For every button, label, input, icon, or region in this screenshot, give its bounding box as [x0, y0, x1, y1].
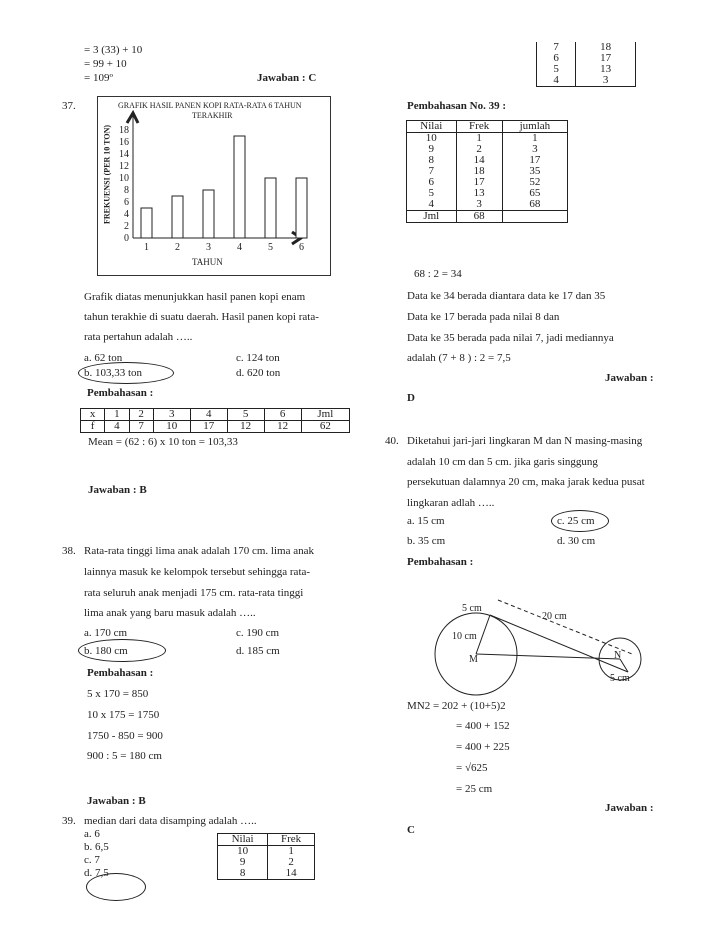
table-cell: 3 — [153, 409, 190, 421]
table-row — [218, 834, 315, 846]
table-cell: 62 — [301, 421, 349, 433]
table-cell: Jml — [301, 409, 349, 421]
q40-number: 40. — [385, 435, 399, 447]
q40-option-b[interactable]: b. 35 cm — [407, 535, 446, 547]
table-cell: 68 — [529, 198, 541, 210]
q37-option-c[interactable]: c. 124 ton — [236, 352, 280, 364]
table-header: Frek — [456, 121, 502, 133]
x-tick-label: 5 — [268, 242, 273, 253]
x-tick-label: 3 — [206, 242, 211, 253]
q37-option-d[interactable]: d. 620 ton — [236, 367, 281, 379]
q40-option-a[interactable]: a. 15 cm — [407, 515, 445, 527]
y-tick-label: 16 — [119, 137, 129, 148]
table-cell: 1 — [288, 845, 294, 857]
p39-line-5: adalah (7 + 8 ) : 2 = 7,5 — [407, 352, 511, 364]
p39-line-3: Data ke 17 berada pada nilai 8 dan — [407, 311, 560, 323]
table-cell: 12 — [264, 421, 301, 433]
table-cell — [502, 211, 567, 223]
prev-answer: Jawaban : C — [257, 72, 317, 84]
q37-mean: Mean = (62 : 6) x 10 ton = 103,33 — [88, 436, 238, 448]
table-cell: 10 — [407, 133, 457, 145]
q37-option-b[interactable]: b. 103,33 ton — [84, 367, 143, 379]
q37-number: 37. — [62, 100, 76, 112]
table-cell: 17 — [600, 52, 612, 64]
table-cell: 6 — [264, 409, 301, 421]
diagram-label-20cm: 20 cm — [542, 611, 567, 622]
table-cell: f — [81, 421, 105, 433]
center-line — [476, 654, 620, 659]
q38-number: 38. — [62, 545, 76, 557]
q39-option-c[interactable]: c. 7 — [84, 854, 100, 866]
table-header: Nilai — [218, 834, 268, 846]
table-cell: 3 — [456, 199, 502, 211]
table-cell: Jml — [407, 211, 457, 223]
table-cell: 4 — [537, 75, 576, 87]
q37-option-a[interactable]: a. 62 ton — [84, 352, 123, 364]
q37-frequency-table — [80, 408, 350, 433]
tangent-line — [490, 615, 628, 672]
table-cell: 14 — [456, 155, 502, 166]
p39-line-2: Data ke 34 berada diantara data ke 17 dan 35 — [407, 290, 606, 302]
table-cell: 17 — [529, 154, 541, 166]
table-cell: 2 — [288, 856, 294, 868]
p39-line-4: Data ke 35 berada pada nilai 7, jadi mediannya — [407, 332, 614, 344]
q40-text-4: lingkaran adlah ….. — [407, 497, 495, 509]
q38-option-b[interactable]: b. 180 cm — [84, 645, 128, 657]
p39-line-1: 68 : 2 = 34 — [414, 268, 462, 280]
table-row — [218, 846, 315, 858]
q37-text-3: rata pertahun adalah ….. — [84, 331, 193, 343]
diagram-label-5cm: 5 cm — [462, 603, 482, 614]
q40-text-3: persekutuan dalamnya 20 cm, maka jarak kedua pusat — [407, 476, 645, 488]
table-row — [407, 211, 568, 223]
table-cell: 17 — [190, 421, 227, 433]
table-cell: 5 — [227, 409, 264, 421]
q40-answer-value: C — [407, 824, 415, 836]
table-cell: 52 — [529, 176, 541, 188]
table-cell: 1 — [456, 133, 502, 145]
bar-year-1 — [141, 208, 152, 238]
bar-year-2 — [172, 196, 183, 238]
table-cell: 1 — [532, 132, 538, 144]
x-tick-label: 4 — [237, 242, 242, 253]
table-cell: 7 — [407, 166, 457, 177]
bar-chart — [98, 97, 328, 273]
q40-step-1: MN2 = 202 + (10+5)2 — [407, 700, 506, 712]
table-cell: 13 — [456, 188, 502, 199]
radius-m-line — [476, 615, 490, 654]
chart-xlabel: TAHUN — [192, 257, 223, 267]
table-cell: 6 — [407, 177, 457, 188]
table-row — [81, 409, 350, 421]
table-cell: 2 — [129, 409, 153, 421]
table-cell: 4 — [105, 421, 129, 433]
table-cell: 1 — [105, 409, 129, 421]
diagram-label-m: M — [469, 654, 478, 665]
chart-title-line1: GRAFIK HASIL PANEN KOPI RATA-RATA 6 TAHUN — [118, 101, 302, 110]
q38-pembahasan: Pembahasan : — [87, 667, 154, 679]
prev-step-1: = 3 (33) + 10 — [84, 44, 143, 56]
table-header: Frek — [281, 833, 302, 845]
prev-step-3: = 109º — [84, 72, 113, 84]
q37-text-2: tahun terakhie di suatu daerah. Hasil panen kopi rata- — [84, 311, 319, 323]
q37-answer: Jawaban : B — [88, 484, 147, 496]
table-cell: 18 — [600, 41, 612, 53]
chart-title-line2: TERAKHIR — [192, 111, 233, 120]
table-cell: 8 — [218, 868, 268, 880]
table-cell: x — [81, 409, 105, 421]
q38-text-3: rata seluruh anak menjadi 175 cm. rata-rata tinggi — [84, 587, 304, 599]
table-cell: 8 — [407, 155, 457, 166]
table-cell: 18 — [456, 166, 502, 177]
table-cell: 2 — [456, 144, 502, 155]
q37-text-1: Grafik diatas menunjukkan hasil panen kopi enam — [84, 291, 306, 303]
x-tick-label: 2 — [175, 242, 180, 253]
table-header: jumlah — [519, 120, 551, 132]
q40-option-d[interactable]: d. 30 cm — [557, 535, 596, 547]
q40-step-2: = 400 + 152 — [456, 720, 510, 732]
q39-option-d[interactable]: d. 7,5 — [84, 867, 109, 879]
table-row — [407, 121, 568, 133]
y-tick-label: 4 — [124, 209, 129, 220]
q39-data-table — [217, 833, 315, 880]
table-cell: 5 — [537, 64, 576, 75]
q38-answer: Jawaban : B — [87, 795, 146, 807]
table-row — [218, 868, 315, 880]
q38-option-c[interactable]: c. 190 cm — [236, 627, 280, 639]
table-cell: 68 — [456, 211, 502, 223]
p39-cumulative-table — [406, 120, 568, 223]
table-row — [537, 42, 636, 53]
q40-step-5: = 25 cm — [456, 783, 493, 795]
table-cell: 65 — [529, 187, 541, 199]
q39-question: median dari data disamping adalah ….. — [84, 815, 257, 827]
q40-text-1: Diketahui jari-jari lingkaran M dan N masing-masing — [407, 435, 643, 447]
p39-answer-value: D — [407, 392, 415, 404]
table-cell: 35 — [529, 165, 541, 177]
table-cell: 10 — [218, 846, 268, 858]
table-cell: 4 — [190, 409, 227, 421]
table-cell: 10 — [153, 421, 190, 433]
answer-circle — [86, 873, 146, 901]
bar-year-6 — [296, 178, 307, 238]
bar-year-4 — [234, 136, 245, 238]
table-cell: 7 — [537, 42, 576, 53]
q38-step-1: 5 x 170 = 850 — [87, 688, 149, 700]
x-tick-label: 6 — [299, 242, 304, 253]
table-row — [537, 75, 636, 87]
table-cell: 5 — [407, 188, 457, 199]
table-cell: 3 — [602, 74, 609, 86]
table-row — [218, 857, 315, 868]
y-tick-label: 14 — [119, 149, 129, 160]
table-cell: 12 — [227, 421, 264, 433]
table-cell: 3 — [532, 143, 538, 155]
y-tick-label: 6 — [124, 197, 129, 208]
y-tick-label: 8 — [124, 185, 129, 196]
q38-text-1: Rata-rata tinggi lima anak adalah 170 cm. lima anak — [84, 545, 314, 557]
q38-option-a[interactable]: a. 170 cm — [84, 627, 128, 639]
q37-pembahasan: Pembahasan : — [87, 387, 154, 399]
q40-step-3: = 400 + 225 — [456, 741, 510, 753]
table-row — [537, 53, 636, 64]
table-cell: 6 — [537, 53, 576, 64]
y-tick-label: 10 — [119, 173, 129, 184]
x-tick-label: 1 — [144, 242, 149, 253]
q40-step-4: = √625 — [456, 762, 488, 774]
table-row — [537, 64, 636, 75]
p39-answer-label: Jawaban : — [605, 372, 654, 384]
q40-option-c[interactable]: c. 25 cm — [557, 515, 595, 527]
table-cell: 4 — [407, 199, 457, 211]
q40-pembahasan: Pembahasan : — [407, 556, 474, 568]
q38-step-3: 1750 - 850 = 900 — [87, 730, 163, 742]
q39-data-table-continued — [536, 42, 636, 87]
chart-ylabel: FREKUENSI (PER 10 TON) — [102, 124, 112, 225]
table-cell: 17 — [456, 177, 502, 188]
q40-answer-label: Jawaban : — [605, 802, 654, 814]
bar-year-3 — [203, 190, 214, 238]
q38-step-2: 10 x 175 = 1750 — [87, 709, 160, 721]
q39-option-b[interactable]: b. 6,5 — [84, 841, 109, 853]
q38-option-d[interactable]: d. 185 cm — [236, 645, 280, 657]
table-row — [81, 421, 350, 433]
q38-step-4: 900 : 5 = 180 cm — [87, 750, 162, 762]
table-cell: 13 — [600, 63, 612, 75]
q38-text-4: lima anak yang baru masuk adalah ….. — [84, 607, 256, 619]
table-row — [407, 199, 568, 211]
diagram-label-n-radius: 5 cm — [610, 673, 630, 684]
tangent-circles-diagram — [410, 592, 650, 702]
y-tick-label: 18 — [119, 125, 129, 136]
y-tick-label: 2 — [124, 221, 129, 232]
diagram-label-n: N — [614, 650, 622, 661]
prev-step-2: = 99 + 10 — [84, 58, 127, 70]
q40-text-2: adalah 10 cm dan 5 cm. jika garis singgung — [407, 456, 598, 468]
table-cell: 9 — [218, 857, 268, 868]
y-tick-label: 0 — [124, 233, 129, 244]
table-cell: 14 — [285, 867, 297, 879]
table-cell: 9 — [407, 144, 457, 155]
q38-text-2: lainnya masuk ke kelompok tersebut sehingga rata- — [84, 566, 311, 578]
q39-option-a[interactable]: a. 6 — [84, 828, 100, 840]
q39-number: 39. — [62, 815, 76, 827]
diagram-label-10cm: 10 cm — [452, 631, 477, 642]
table-header: Nilai — [407, 121, 457, 133]
y-tick-label: 12 — [119, 161, 129, 172]
table-cell: 7 — [129, 421, 153, 433]
p39-title: Pembahasan No. 39 : — [407, 100, 507, 112]
bar-year-5 — [265, 178, 276, 238]
